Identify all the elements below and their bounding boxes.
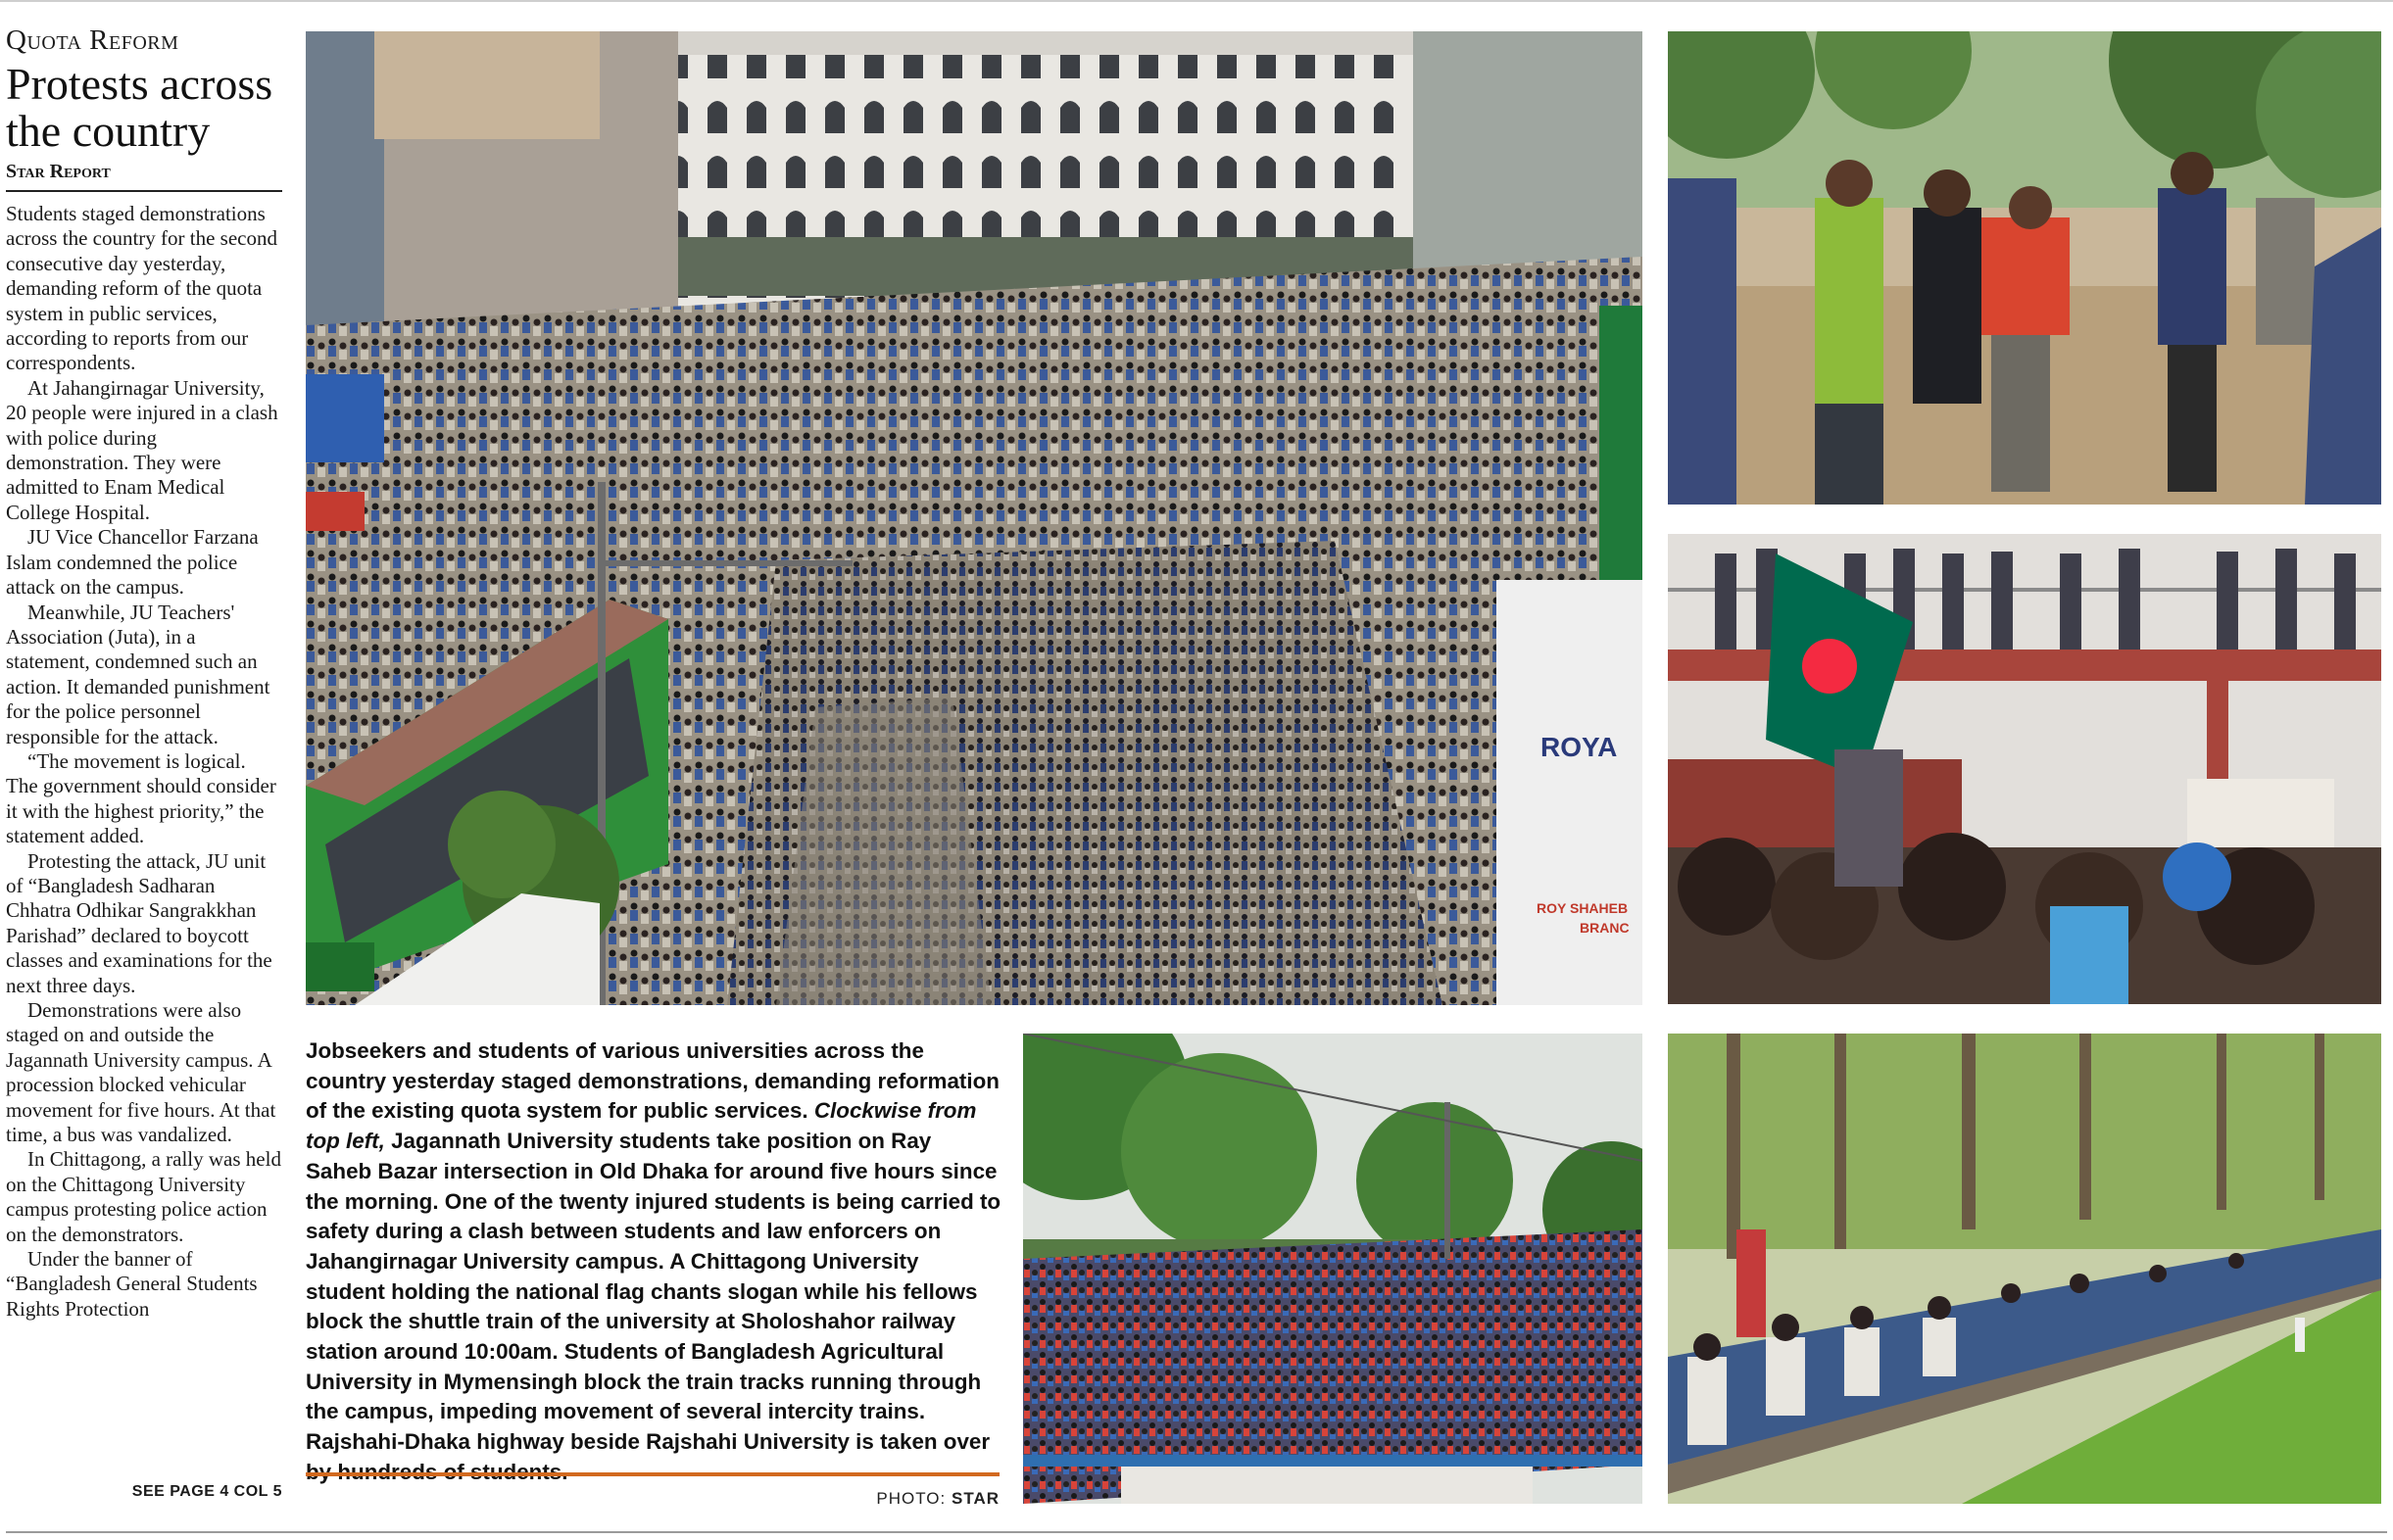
sign-subtext-2: BRANC [1580,920,1630,936]
headline-line-2: the country [6,106,211,156]
sign-text-royal: ROYA [1540,732,1618,762]
caption-italic: Clockwise from top left, [306,1098,977,1154]
photo-jagannath-crowd [306,31,1642,1005]
photo-rajshahi-highway [1023,1034,1642,1504]
article-column [6,24,282,1522]
paragraph: Under the banner of “Bangladesh General Students Rights Protection [6,1247,258,1321]
photo-chittagong-flag [1668,534,2381,1004]
headline [6,61,282,155]
paragraph: JU Vice Chancellor Farzana Islam condemned the police attack on the campus. [6,525,259,600]
sign-subtext-1: ROY SHAHEB [1537,900,1629,916]
paragraph: “The movement is logical. The government should consider it with the highest priority,” the statement added. [6,748,276,848]
continuation-jump[interactable]: SEE PAGE 4 COL 5 [131,1483,282,1500]
crowd-intersection-image [306,31,1642,1005]
paragraph: At Jahangirnagar University, 20 people were injured in a clash with police during demonstration. They were admitted to Enam Medical College Hospital. [6,375,278,524]
section-kicker: Quota Reform [6,24,179,56]
paragraph: Protesting the attack, JU unit of “Bangladesh Sadharan Chhatra Odhikar Sangrakkhan Parishad” declared to boycott classes and examinations for the next three days. [6,848,272,997]
photo-jahangirnagar-clash [1668,31,2381,505]
flag-protest-image [1668,534,2381,1004]
credit-label: PHOTO: [876,1489,947,1508]
photo-caption [306,1036,1001,1488]
highway-crowd-image [1023,1034,1642,1504]
paragraph: Meanwhile, JU Teachers' Association (Juta), in a statement, condemned such an action. It demanded punishment for the police personnel responsible for the attack. [6,600,270,748]
paragraph: In Chittagong, a rally was held on the Chittagong University campus protesting police action on the demonstrators. [6,1147,281,1246]
injured-student-image [1668,31,2381,505]
paragraph: Demonstrations were also staged on and outside the Jagannath University campus. A procession blocked vehicular movement for five hours. At that time, a bus was vandalized. [6,998,276,1147]
credit-source: STAR [951,1489,1000,1508]
bottom-rule [6,1531,2387,1533]
top-rule [0,0,2393,2]
byline: Star Report [6,159,282,192]
caption-lead: Jobseekers and students of various universities across the country yesterday staged demonstrations, demanding reformation of the existing quota system for public services. [306,1038,1000,1124]
headline-line-1: Protests across [6,59,273,109]
rail-blockade-image [1668,1034,2381,1504]
photo-credit [843,1489,1000,1509]
paragraph: Students staged demonstrations across the country for the second consecutive day yesterday, demanding reform of the quota system in public services, according to reports from our correspondents. [6,202,277,375]
photo-mymensingh-rail [1668,1034,2381,1504]
caption-rest: Jagannath University students take position on Ray Saheb Bazar intersection in Old Dhaka for around five hours since the morning. One of the twenty injured students is being carried to safety during a clash between students and law enforcers on Jahangirnagar University campus. A Chittagong University student holding the national flag chants slogan while his fellows block the shuttle train of the university at Sholoshahor railway station around 10:00am. Students of Bangladesh Agricultural University in Mymensingh block the train tracks running through the campus, impeding movement of several intercity trains. Rajshahi-Dhaka highway beside Rajshahi University is taken over [306,1129,1001,1455]
article-body [6,202,282,1322]
caption-rule [306,1472,1000,1476]
